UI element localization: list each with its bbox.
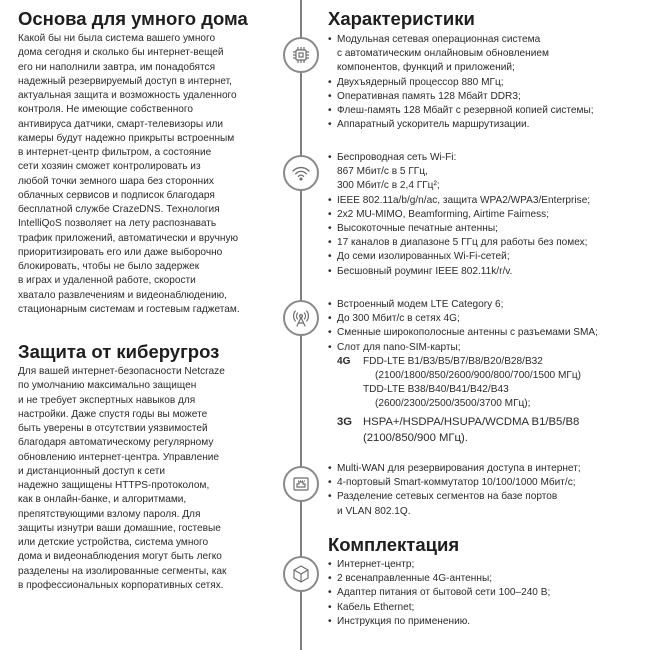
list-item-line: • Модульная сетевая операционная система [337, 34, 541, 45]
list-item-line: • Оперативная память 128 Мбайт DDR3; [337, 90, 521, 102]
band-line: (2100/1800/850/2600/900/800/700/1500 МГц) [375, 370, 581, 382]
list-item [328, 236, 640, 250]
kit-group [328, 534, 640, 629]
paragraph-line: актуальная защита и возможность удаленного [18, 90, 237, 101]
paragraph-line: надежный резервируемый доступ в интернет, [18, 75, 232, 87]
system-specs-list [328, 33, 640, 132]
list-item-line: • Двухъядерный процессор 880 МГц; [337, 76, 504, 88]
section-title-kit: Комплектация [328, 534, 460, 555]
kit-list [328, 558, 640, 629]
paragraph-line: Какой бы ни была система вашего умного [18, 33, 216, 44]
list-item-line: • Бесшовный роуминг IEEE 802.11k/r/v. [337, 265, 513, 277]
paragraph-line: стационарным системам и гостевым гаджетам. [18, 303, 240, 315]
paragraph-line: в играх и удаленной работе, скорости [18, 275, 196, 287]
section-title-specs: Характеристики [328, 8, 475, 29]
list-item [328, 601, 640, 615]
list-item-line: с автоматическим онлайновым обновлением [337, 48, 549, 60]
paragraph-line: или детские устройства, система умного [18, 537, 209, 548]
paragraph-line: разделены на изолированные сегменты, как [18, 565, 227, 577]
list-item [328, 118, 640, 132]
paragraph-line: дома сегодня и сколько бы интернет-вещей [18, 47, 224, 59]
paragraph-line: настройки. Даже спустя годы вы можете [18, 408, 208, 420]
list-item-line: • Встроенный модем LTE Category 6; [337, 299, 504, 310]
list-item-line: • Интернет-центр; [337, 559, 415, 570]
lte-3g-bands [328, 414, 640, 446]
lte-specs-group [328, 298, 640, 446]
ports-specs-list [328, 462, 640, 519]
chip-icon [283, 37, 319, 73]
list-item [328, 151, 640, 194]
list-item-line: 867 Мбит/с в 5 ГГц, [337, 166, 428, 178]
list-item-line: • Аппаратный ускоритель маршрутизации. [337, 119, 530, 131]
paragraph-line: благодаря автоматическому регулярному [18, 437, 214, 449]
list-item-line: • Multi-WAN для резервирования доступа в интернет; [337, 463, 581, 474]
list-item-line: • До 300 Мбит/с в сетях 4G; [337, 313, 460, 325]
list-item-line: • Разделение сетевых сегментов на базе портов [337, 491, 558, 503]
list-item-line: • Кабель Ethernet; [337, 601, 415, 613]
list-item [328, 76, 640, 90]
band-line: TDD-LTE B38/B40/B41/B42/B43 [363, 384, 509, 396]
list-item [328, 462, 640, 476]
paragraph-line: Для вашей интернет-безопасности Netcraze [18, 366, 225, 377]
ethernet-port-icon [283, 466, 319, 502]
list-item-line: • Адаптер питания от бытовой сети 100–240 В; [337, 587, 551, 599]
list-item [328, 298, 640, 312]
system-specs-group [328, 33, 640, 132]
band-line: HSPA+/HSDPA/HSUPA/WCDMA B1/B5/B8 [363, 415, 580, 428]
list-item-line: 300 Мбит/с в 2,4 ГГц²; [337, 180, 440, 192]
cyber-protection-paragraph [18, 365, 268, 593]
list-item [328, 490, 640, 518]
paragraph-line: дома и видеонаблюдения могут быть легко [18, 551, 222, 563]
list-item [328, 558, 640, 572]
paragraph-line: его ни наполнили завтра, им понадобятся [18, 61, 216, 73]
paragraph-line: контроля. Не имеющие собственного [18, 104, 193, 116]
wifi-specs-list [328, 151, 640, 279]
paragraph-line: облачных сервисов и подписок благодаря [18, 189, 215, 201]
section-title-smart-home: Основа для умного дома [18, 8, 248, 29]
list-item [328, 326, 640, 340]
antenna-icon [283, 300, 319, 336]
left-column [18, 8, 268, 593]
list-item [328, 208, 640, 222]
ports-specs-group [328, 462, 640, 519]
paragraph-line: антивируса датчики, смарт-телевизоры или [18, 118, 224, 130]
paragraph-line: трафик приложений, автоматически и вручную [18, 232, 239, 244]
list-item [328, 222, 640, 236]
list-item [328, 250, 640, 264]
list-item-line: • Высокоточные печатные антенны; [337, 223, 498, 235]
box-icon [283, 556, 319, 592]
list-item-line: • 4-портовый Smart-коммутатор 10/100/1000 Мбит/с; [337, 477, 576, 489]
lte-4g-bands [328, 355, 640, 412]
paragraph-line: быть уверены в отсутствии уязвимостей [18, 423, 208, 434]
smart-home-paragraph [18, 32, 268, 317]
wifi-specs-group [328, 151, 640, 279]
paragraph-line: по умолчанию максимально защищен [18, 380, 197, 392]
paragraph-line: камеры будут надежно прикрыты встроенным [18, 132, 235, 144]
list-item-line: • 2x2 MU-MIMO, Beamforming, Airtime Fairness; [337, 208, 550, 220]
list-item [328, 615, 640, 629]
list-item [328, 341, 640, 355]
paragraph-line: защиты изнутри ваши домашние, гостевые [18, 522, 221, 534]
paragraph-line: в профессиональных корпоративных сетях. [18, 579, 224, 591]
list-item-line: • Слот для nano-SIM-карты; [337, 341, 461, 353]
paragraph-line: сети хозяин сможет контролировать из [18, 161, 201, 173]
paragraph-line: надежно защищены HTTPS-протоколом, [18, 480, 210, 491]
list-item-line: • Флеш-память 128 Мбайт с резервной копией системы; [337, 105, 594, 117]
list-item-line: • До семи изолированных Wi-Fi-сетей; [337, 251, 510, 263]
paragraph-line: препятствующими взлому пароля. Для [18, 508, 201, 520]
paragraph-line: IntelliQoS позволяет на лету распознавать [18, 218, 217, 230]
list-item [328, 586, 640, 600]
list-item-line: • 17 каналов в диапазоне 5 ГГц для работы без помех; [337, 237, 588, 249]
paragraph-line: приоритизировать его или даже выборочно [18, 246, 223, 258]
list-item [328, 90, 640, 104]
paragraph-line: любой точки земного шара без сторонних [18, 175, 214, 187]
list-item [328, 194, 640, 208]
band-tag-3g: 3G [337, 415, 353, 428]
list-item-line: • Сменные широкополосные антенны с разъемами SMA; [337, 327, 598, 339]
paragraph-line: бесплатной службе CrazeDNS. Технология [18, 204, 220, 215]
list-item [328, 33, 640, 76]
list-item [328, 104, 640, 118]
paragraph-line: хватало развлечениям и видеонаблюдению, [18, 289, 227, 301]
lte-specs-list [328, 298, 640, 355]
paragraph-line: в интернет-центр фильтром, а состояние [18, 147, 212, 158]
section-title-cyber-protection: Защита от киберугроз [18, 341, 220, 362]
list-item-line: и VLAN 802.1Q. [337, 505, 411, 517]
paragraph-line: как в онлайн-банке, и алгоритмами, [18, 494, 187, 506]
list-item-line: • Инструкция по применению. [337, 615, 471, 627]
paragraph-line: блокировать, чтобы не было задержек [18, 261, 200, 272]
wifi-icon [283, 155, 319, 191]
band-line: (2100/850/900 МГц). [363, 431, 468, 444]
band-line: FDD-LTE B1/B3/B5/B7/B8/B20/B28/B32 [363, 355, 543, 367]
paragraph-line: и не требует экспертных навыков для [18, 394, 196, 406]
list-item [328, 572, 640, 586]
list-item-line: • 2 всенаправленные 4G-антенны; [337, 573, 493, 585]
band-tag-4g: 4G [337, 355, 351, 367]
list-item-line: • IEEE 802.11a/b/g/n/ac, защита WPA2/WPA3/Enterprise; [337, 194, 591, 206]
list-item [328, 312, 640, 326]
band-line: (2600/2300/2500/3500/3700 МГц); [375, 398, 531, 410]
list-item-line: компонентов, функций и приложений; [337, 62, 515, 74]
list-item [328, 476, 640, 490]
right-column [328, 8, 640, 32]
list-item-line: • Беспроводная сеть Wi-Fi: [337, 152, 457, 163]
paragraph-line: обновлению интернет-центра. Управление [18, 451, 220, 463]
paragraph-line: и дистанционный доступ к сети [18, 465, 166, 477]
list-item [328, 265, 640, 279]
